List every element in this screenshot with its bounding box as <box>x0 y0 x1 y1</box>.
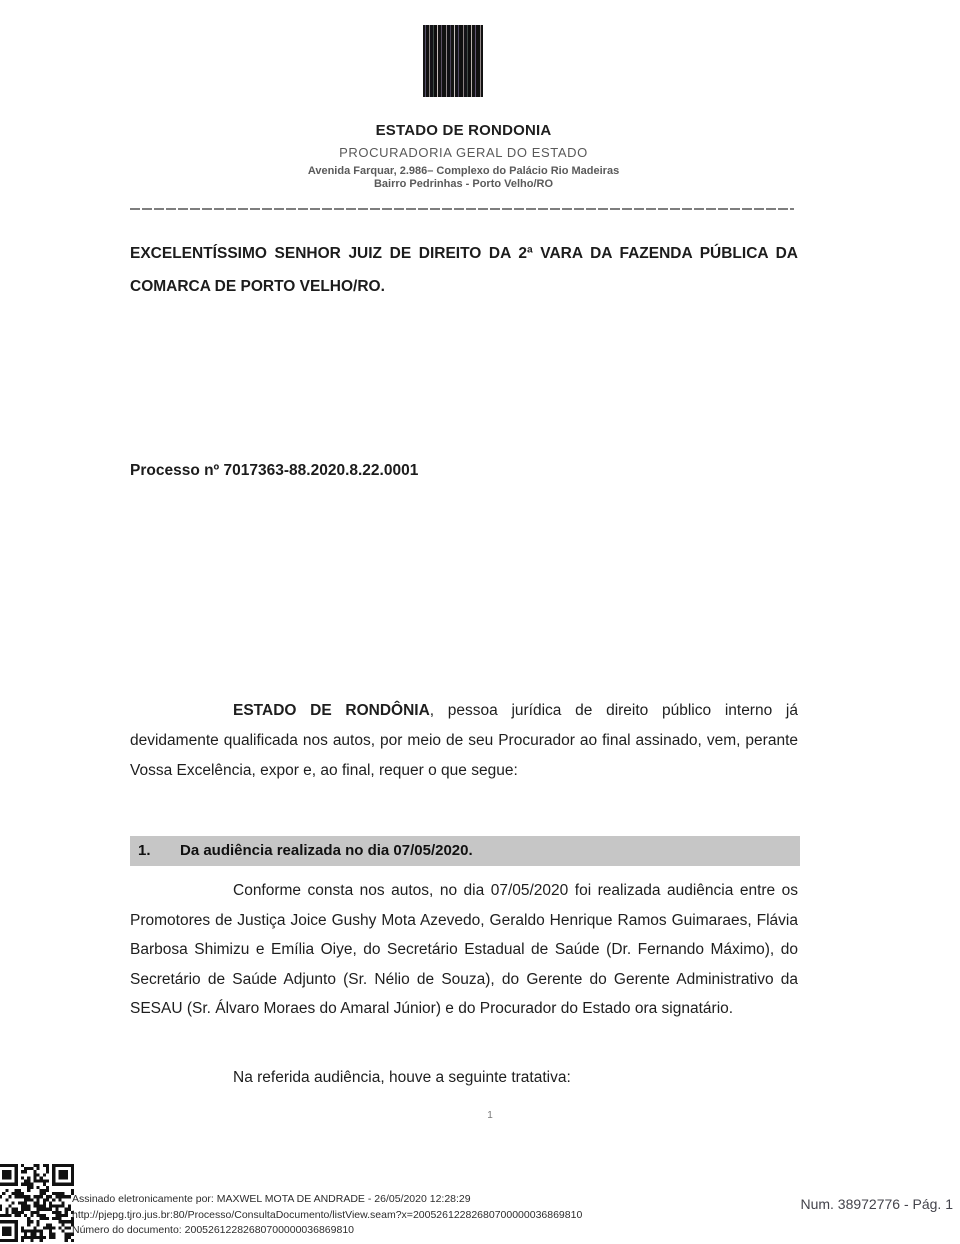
document-number-line: Número do documento: 20052612282680700000036869810 <box>72 1224 354 1236</box>
process-number: Processo nº 7017363-88.2020.8.22.0001 <box>130 462 419 479</box>
page-number: 1 <box>487 1110 493 1121</box>
letterhead-address-line2: Bairro Pedrinhas - Porto Velho/RO <box>373 178 554 190</box>
signature-footer <box>72 1192 582 1239</box>
addressee-heading: EXCELENTÍSSIMO SENHOR JUIZ DE DIREITO DA 2ª VARA DA FAZENDA PÚBLICA DA COMARCA DE PORTO VELHO/RO. <box>130 245 798 295</box>
barcode <box>423 25 483 97</box>
verification-url: http://pjepg.tjro.jus.br:80/Processo/ConsultaDocumento/listView.seam?x=20052612282680700000036869810 <box>72 1208 583 1221</box>
intro-paragraph <box>130 696 798 786</box>
letterhead-org: ESTADO DE RONDONIA <box>375 122 552 139</box>
qr-code <box>0 1164 74 1242</box>
pje-num-page-stamp: Num. 38972776 - Pág. 1 <box>800 1196 953 1212</box>
letterhead-address-line1: Avenida Farquar, 2.986– Complexo do Palácio Rio Madeiras <box>307 165 620 177</box>
letterhead-department: PROCURADORIA GERAL DO ESTADO <box>339 145 588 160</box>
party-name: ESTADO DE RONDÔNIA <box>233 702 430 719</box>
section-1-heading <box>130 836 800 866</box>
intro-text: , pessoa jurídica de direito público interno já devidamente qualificada nos autos, por meio de seu Procurador ao final assinado, vem, perante Vossa Excelência, expor e, ao final, requer o que segue: <box>130 702 798 779</box>
section-1-number: 1. <box>138 842 151 859</box>
letterhead <box>130 122 797 191</box>
tratativa-paragraph: Na referida audiência, houve a seguinte tratativa: <box>233 1069 571 1086</box>
letterhead-divider <box>130 208 794 210</box>
signed-by-line: Assinado eletronicamente por: MAXWEL MOTA DE ANDRADE - 26/05/2020 12:28:29 <box>72 1193 471 1205</box>
audience-paragraph: Conforme consta nos autos, no dia 07/05/2020 foi realizada audiência entre os Promotores de Justiça Joice Gushy Mota Azevedo, Geraldo Henrique Ramos Guimaraes, Flávia Barbosa Shimizu e Emília Oiye, do Secretário Estadual de Saúde (Dr. Fernando Máximo), do Secretário de Saúde Adjunto (Sr. Nélio de Souza), do Gerente do Gerente Administrativo da SESAU (Sr. Álvaro Moraes do Amaral Júnior) e do Procurador do Estado ora signatário. <box>130 882 798 1017</box>
section-1-title: Da audiência realizada no dia 07/05/2020. <box>180 842 473 859</box>
